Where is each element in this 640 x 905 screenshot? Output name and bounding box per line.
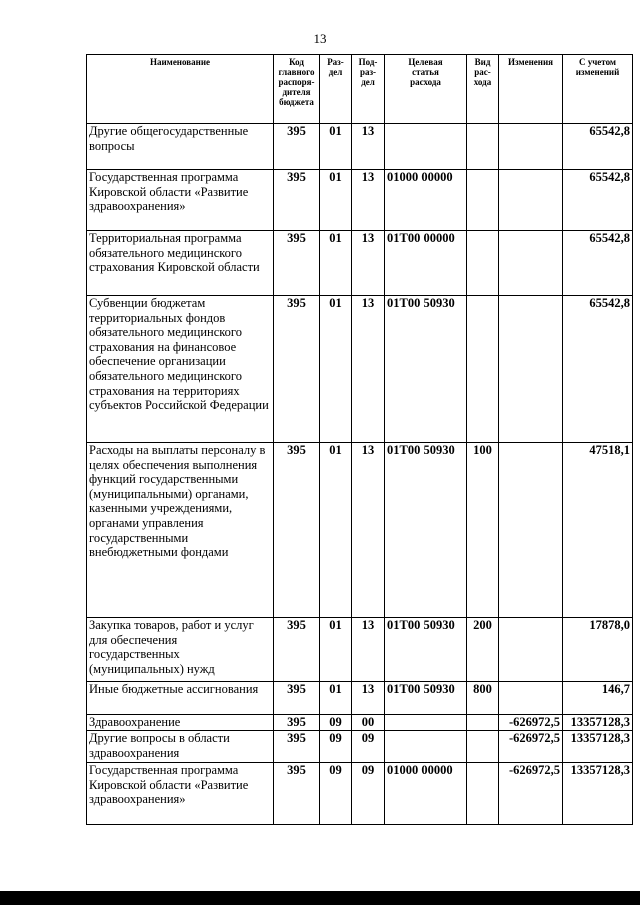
cell-target: 01Т00 00000 <box>385 231 467 296</box>
cell-name: Здравоохранение <box>87 715 274 731</box>
cell-with-changes: 65542,8 <box>563 296 633 443</box>
header-section: Раз- дел <box>320 55 352 124</box>
cell-name: Иные бюджетные ассигнования <box>87 682 274 715</box>
table-row <box>87 170 633 231</box>
cell-section: 09 <box>320 763 352 825</box>
cell-code: 395 <box>274 124 320 170</box>
cell-type: 100 <box>467 443 499 618</box>
cell-subsection: 13 <box>352 443 385 618</box>
cell-section: 01 <box>320 170 352 231</box>
cell-section: 09 <box>320 715 352 731</box>
header-changes: Изменения <box>499 55 563 124</box>
cell-changes: -626972,5 <box>499 763 563 825</box>
cell-changes <box>499 443 563 618</box>
cell-target: 01Т00 50930 <box>385 618 467 682</box>
cell-with-changes: 65542,8 <box>563 124 633 170</box>
table-row <box>87 763 633 825</box>
cell-type: 800 <box>467 682 499 715</box>
cell-name: Другие общегосударственные вопросы <box>87 124 274 170</box>
cell-subsection: 13 <box>352 682 385 715</box>
cell-with-changes: 47518,1 <box>563 443 633 618</box>
cell-code: 395 <box>274 731 320 763</box>
cell-type: 200 <box>467 618 499 682</box>
cell-section: 01 <box>320 296 352 443</box>
cell-name: Другие вопросы в области здравоохранения <box>87 731 274 763</box>
cell-with-changes: 17878,0 <box>563 618 633 682</box>
cell-section: 01 <box>320 682 352 715</box>
cell-name: Территориальная программа обязательного медицинского страхования Кировской области <box>87 231 274 296</box>
cell-type <box>467 731 499 763</box>
header-subsection: Под- раз- дел <box>352 55 385 124</box>
cell-with-changes: 65542,8 <box>563 231 633 296</box>
cell-with-changes: 13357128,3 <box>563 763 633 825</box>
cell-code: 395 <box>274 170 320 231</box>
cell-with-changes: 13357128,3 <box>563 715 633 731</box>
cell-changes <box>499 682 563 715</box>
cell-section: 01 <box>320 124 352 170</box>
cell-code: 395 <box>274 618 320 682</box>
table-row <box>87 682 633 715</box>
cell-changes <box>499 170 563 231</box>
cell-target <box>385 731 467 763</box>
cell-name: Государственная программа Кировской области «Развитие здравоохранения» <box>87 763 274 825</box>
cell-subsection: 13 <box>352 296 385 443</box>
cell-type <box>467 124 499 170</box>
cell-subsection: 00 <box>352 715 385 731</box>
cell-with-changes: 13357128,3 <box>563 731 633 763</box>
cell-type <box>467 763 499 825</box>
cell-code: 395 <box>274 443 320 618</box>
table-row <box>87 715 633 731</box>
table-row <box>87 231 633 296</box>
cell-type <box>467 231 499 296</box>
cell-target: 01Т00 50930 <box>385 443 467 618</box>
cell-section: 01 <box>320 618 352 682</box>
table-row <box>87 124 633 170</box>
cell-target: 01Т00 50930 <box>385 296 467 443</box>
cell-code: 395 <box>274 231 320 296</box>
cell-subsection: 09 <box>352 731 385 763</box>
budget-table <box>86 54 633 825</box>
scan-edge-bar <box>0 891 640 905</box>
cell-type <box>467 296 499 443</box>
header-type: Вид рас- хода <box>467 55 499 124</box>
cell-subsection: 13 <box>352 231 385 296</box>
cell-changes: -626972,5 <box>499 715 563 731</box>
cell-changes: -626972,5 <box>499 731 563 763</box>
cell-code: 395 <box>274 682 320 715</box>
table-row <box>87 618 633 682</box>
cell-code: 395 <box>274 763 320 825</box>
cell-changes <box>499 296 563 443</box>
cell-subsection: 09 <box>352 763 385 825</box>
cell-section: 09 <box>320 731 352 763</box>
cell-target: 01Т00 50930 <box>385 682 467 715</box>
cell-type <box>467 715 499 731</box>
cell-name: Субвенции бюджетам территориальных фондов обязательного медицинского страхования на финансовое обеспечение организации обязательного медицинского страхования на территориях субъектов Российской Федерации <box>87 296 274 443</box>
cell-section: 01 <box>320 443 352 618</box>
cell-subsection: 13 <box>352 618 385 682</box>
cell-changes <box>499 231 563 296</box>
cell-target <box>385 715 467 731</box>
cell-name: Расходы на выплаты персоналу в целях обеспечения выполнения функций государственными (муниципальными) органами, казенными учреждениями, органами управления государственными внебюджетными фондами <box>87 443 274 618</box>
table-row <box>87 731 633 763</box>
cell-code: 395 <box>274 296 320 443</box>
table-row <box>87 296 633 443</box>
header-target: Целевая статья расхода <box>385 55 467 124</box>
cell-target <box>385 124 467 170</box>
cell-name: Государственная программа Кировской области «Развитие здравоохранения» <box>87 170 274 231</box>
cell-with-changes: 146,7 <box>563 682 633 715</box>
header-name: Наименование <box>87 55 274 124</box>
cell-section: 01 <box>320 231 352 296</box>
cell-target: 01000 00000 <box>385 170 467 231</box>
cell-target: 01000 00000 <box>385 763 467 825</box>
cell-name: Закупка товаров, работ и услуг для обеспечения государственных (муниципальных) нужд <box>87 618 274 682</box>
cell-subsection: 13 <box>352 124 385 170</box>
cell-type <box>467 170 499 231</box>
cell-subsection: 13 <box>352 170 385 231</box>
cell-with-changes: 65542,8 <box>563 170 633 231</box>
header-code: Код главного распоря- дителя бюджета <box>274 55 320 124</box>
cell-changes <box>499 124 563 170</box>
header-with-changes: С учетом изменений <box>563 55 633 124</box>
cell-code: 395 <box>274 715 320 731</box>
page-number: 13 <box>313 31 327 46</box>
header-row <box>87 55 633 124</box>
cell-changes <box>499 618 563 682</box>
table-row <box>87 443 633 618</box>
